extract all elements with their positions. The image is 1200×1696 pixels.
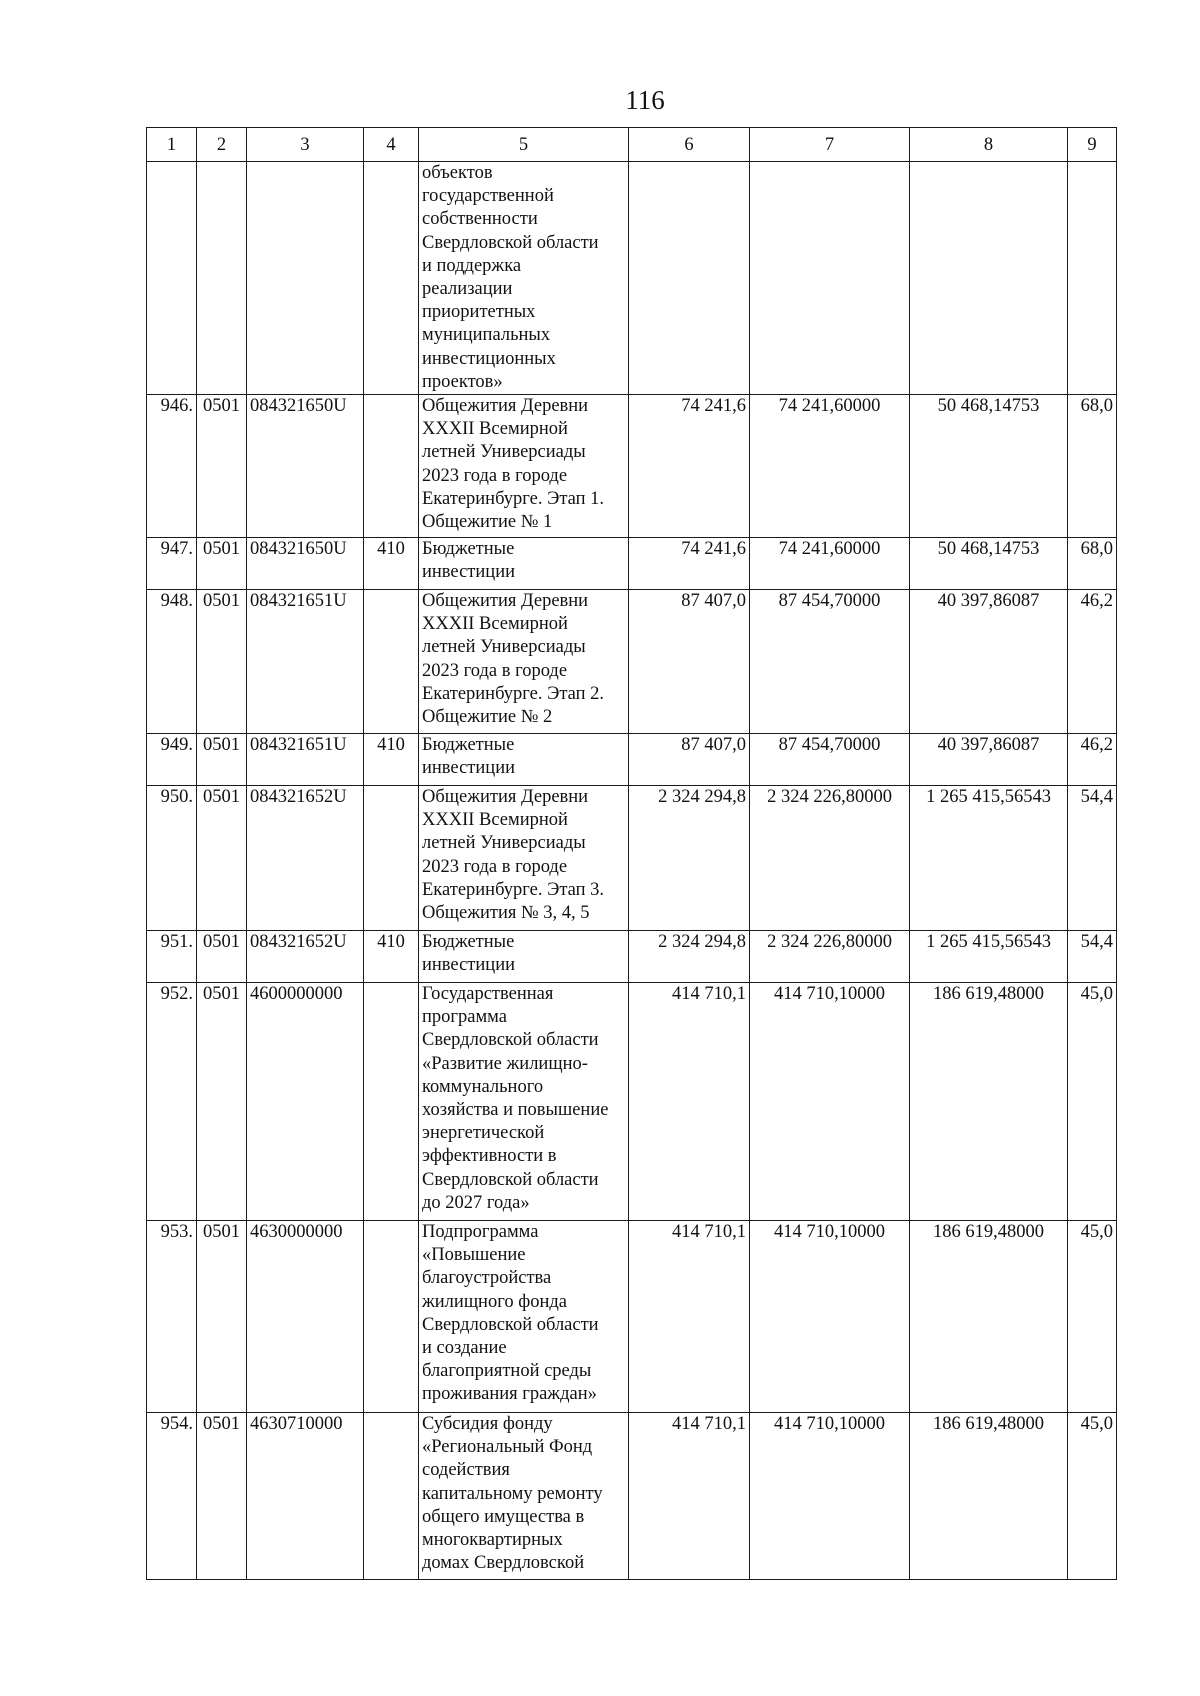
section-code-cell: 0501 bbox=[197, 786, 247, 931]
planned-amount-cell: 87 407,0 bbox=[629, 590, 750, 734]
executed-amount-cell: 50 468,14753 bbox=[910, 395, 1068, 538]
executed-amount-cell: 1 265 415,56543 bbox=[910, 931, 1068, 983]
row-number-cell: 949. bbox=[147, 734, 197, 786]
table-row bbox=[147, 162, 1117, 395]
column-header: 9 bbox=[1068, 128, 1117, 162]
planned-amount-cell: 2 324 294,8 bbox=[629, 786, 750, 931]
planned-amount-cell: 74 241,6 bbox=[629, 395, 750, 538]
table-row bbox=[147, 395, 1117, 538]
budget-execution-table bbox=[146, 127, 1117, 1580]
execution-percent-cell bbox=[1068, 162, 1117, 395]
section-code-cell: 0501 bbox=[197, 395, 247, 538]
planned-amount-cell bbox=[629, 162, 750, 395]
execution-percent-cell: 54,4 bbox=[1068, 931, 1117, 983]
section-code-cell: 0501 bbox=[197, 1413, 247, 1580]
row-number-cell bbox=[147, 162, 197, 395]
target-article-cell: 084321652U bbox=[247, 786, 364, 931]
item-name-cell: Субсидия фонду «Региональный Фонд содействия капитальному ремонту общего имущества в многоквартирных домах Свердловской bbox=[419, 1413, 629, 1580]
column-header: 8 bbox=[910, 128, 1068, 162]
execution-percent-cell: 45,0 bbox=[1068, 1221, 1117, 1413]
updated-amount-cell: 2 324 226,80000 bbox=[750, 931, 910, 983]
row-number-cell: 951. bbox=[147, 931, 197, 983]
executed-amount-cell: 1 265 415,56543 bbox=[910, 786, 1068, 931]
updated-amount-cell bbox=[750, 162, 910, 395]
planned-amount-cell: 414 710,1 bbox=[629, 983, 750, 1221]
updated-amount-cell: 87 454,70000 bbox=[750, 590, 910, 734]
execution-percent-cell: 54,4 bbox=[1068, 786, 1117, 931]
expense-type-cell: 410 bbox=[364, 734, 419, 786]
table-row bbox=[147, 538, 1117, 590]
column-header: 4 bbox=[364, 128, 419, 162]
item-name-cell: Государственная программа Свердловской области «Развитие жилищно- коммунального хозяйства и повышение энергетической эффективности в Свердловской области до 2027 года» bbox=[419, 983, 629, 1221]
table-row bbox=[147, 1221, 1117, 1413]
execution-percent-cell: 46,2 bbox=[1068, 590, 1117, 734]
column-header: 3 bbox=[247, 128, 364, 162]
column-header: 1 bbox=[147, 128, 197, 162]
expense-type-cell bbox=[364, 395, 419, 538]
row-number-cell: 947. bbox=[147, 538, 197, 590]
updated-amount-cell: 414 710,10000 bbox=[750, 1221, 910, 1413]
item-name-cell: Общежития Деревни XXXII Всемирной летней Универсиады 2023 года в городе Екатеринбурге. Этап 1. Общежитие № 1 bbox=[419, 395, 629, 538]
expense-type-cell bbox=[364, 1221, 419, 1413]
planned-amount-cell: 414 710,1 bbox=[629, 1221, 750, 1413]
item-name-cell: Общежития Деревни XXXII Всемирной летней Универсиады 2023 года в городе Екатеринбурге. Этап 3. Общежития № 3, 4, 5 bbox=[419, 786, 629, 931]
item-name-cell: Общежития Деревни XXXII Всемирной летней Универсиады 2023 года в городе Екатеринбурге. Этап 2. Общежитие № 2 bbox=[419, 590, 629, 734]
target-article-cell: 084321651U bbox=[247, 590, 364, 734]
target-article-cell: 084321650U bbox=[247, 395, 364, 538]
row-number-cell: 946. bbox=[147, 395, 197, 538]
column-header: 5 bbox=[419, 128, 629, 162]
section-code-cell: 0501 bbox=[197, 734, 247, 786]
table-row bbox=[147, 983, 1117, 1221]
updated-amount-cell: 414 710,10000 bbox=[750, 1413, 910, 1580]
table-row bbox=[147, 1413, 1117, 1580]
section-code-cell bbox=[197, 162, 247, 395]
executed-amount-cell: 40 397,86087 bbox=[910, 734, 1068, 786]
row-number-cell: 952. bbox=[147, 983, 197, 1221]
target-article-cell: 4600000000 bbox=[247, 983, 364, 1221]
table-row bbox=[147, 590, 1117, 734]
updated-amount-cell: 74 241,60000 bbox=[750, 538, 910, 590]
expense-type-cell bbox=[364, 1413, 419, 1580]
section-code-cell: 0501 bbox=[197, 590, 247, 734]
executed-amount-cell: 40 397,86087 bbox=[910, 590, 1068, 734]
item-name-cell: Бюджетные инвестиции bbox=[419, 734, 629, 786]
column-header: 2 bbox=[197, 128, 247, 162]
table-row bbox=[147, 786, 1117, 931]
execution-percent-cell: 45,0 bbox=[1068, 1413, 1117, 1580]
header-row bbox=[147, 128, 1117, 162]
planned-amount-cell: 2 324 294,8 bbox=[629, 931, 750, 983]
section-code-cell: 0501 bbox=[197, 538, 247, 590]
column-header: 7 bbox=[750, 128, 910, 162]
execution-percent-cell: 68,0 bbox=[1068, 395, 1117, 538]
item-name-cell: Бюджетные инвестиции bbox=[419, 931, 629, 983]
expense-type-cell: 410 bbox=[364, 538, 419, 590]
execution-percent-cell: 68,0 bbox=[1068, 538, 1117, 590]
executed-amount-cell: 50 468,14753 bbox=[910, 538, 1068, 590]
expense-type-cell bbox=[364, 983, 419, 1221]
item-name-cell: Бюджетные инвестиции bbox=[419, 538, 629, 590]
execution-percent-cell: 46,2 bbox=[1068, 734, 1117, 786]
executed-amount-cell: 186 619,48000 bbox=[910, 983, 1068, 1221]
expense-type-cell bbox=[364, 786, 419, 931]
page-number: 116 bbox=[625, 85, 665, 115]
table-row bbox=[147, 931, 1117, 983]
expense-type-cell: 410 bbox=[364, 931, 419, 983]
target-article-cell: 4630710000 bbox=[247, 1413, 364, 1580]
expense-type-cell bbox=[364, 590, 419, 734]
expense-type-cell bbox=[364, 162, 419, 395]
updated-amount-cell: 2 324 226,80000 bbox=[750, 786, 910, 931]
row-number-cell: 953. bbox=[147, 1221, 197, 1413]
updated-amount-cell: 87 454,70000 bbox=[750, 734, 910, 786]
execution-percent-cell: 45,0 bbox=[1068, 983, 1117, 1221]
table-row bbox=[147, 734, 1117, 786]
updated-amount-cell: 414 710,10000 bbox=[750, 983, 910, 1221]
updated-amount-cell: 74 241,60000 bbox=[750, 395, 910, 538]
planned-amount-cell: 74 241,6 bbox=[629, 538, 750, 590]
row-number-cell: 950. bbox=[147, 786, 197, 931]
executed-amount-cell bbox=[910, 162, 1068, 395]
section-code-cell: 0501 bbox=[197, 1221, 247, 1413]
planned-amount-cell: 414 710,1 bbox=[629, 1413, 750, 1580]
target-article-cell: 084321650U bbox=[247, 538, 364, 590]
target-article-cell: 4630000000 bbox=[247, 1221, 364, 1413]
row-number-cell: 948. bbox=[147, 590, 197, 734]
target-article-cell: 084321651U bbox=[247, 734, 364, 786]
section-code-cell: 0501 bbox=[197, 983, 247, 1221]
item-name-cell: Подпрограмма «Повышение благоустройства жилищного фонда Свердловской области и создание благоприятной среды проживания граждан» bbox=[419, 1221, 629, 1413]
target-article-cell bbox=[247, 162, 364, 395]
planned-amount-cell: 87 407,0 bbox=[629, 734, 750, 786]
executed-amount-cell: 186 619,48000 bbox=[910, 1221, 1068, 1413]
target-article-cell: 084321652U bbox=[247, 931, 364, 983]
executed-amount-cell: 186 619,48000 bbox=[910, 1413, 1068, 1580]
row-number-cell: 954. bbox=[147, 1413, 197, 1580]
column-header: 6 bbox=[629, 128, 750, 162]
item-name-cell: объектов государственной собственности Свердловской области и поддержка реализации приоритетных муниципальных инвестиционных проектов» bbox=[419, 162, 629, 395]
section-code-cell: 0501 bbox=[197, 931, 247, 983]
